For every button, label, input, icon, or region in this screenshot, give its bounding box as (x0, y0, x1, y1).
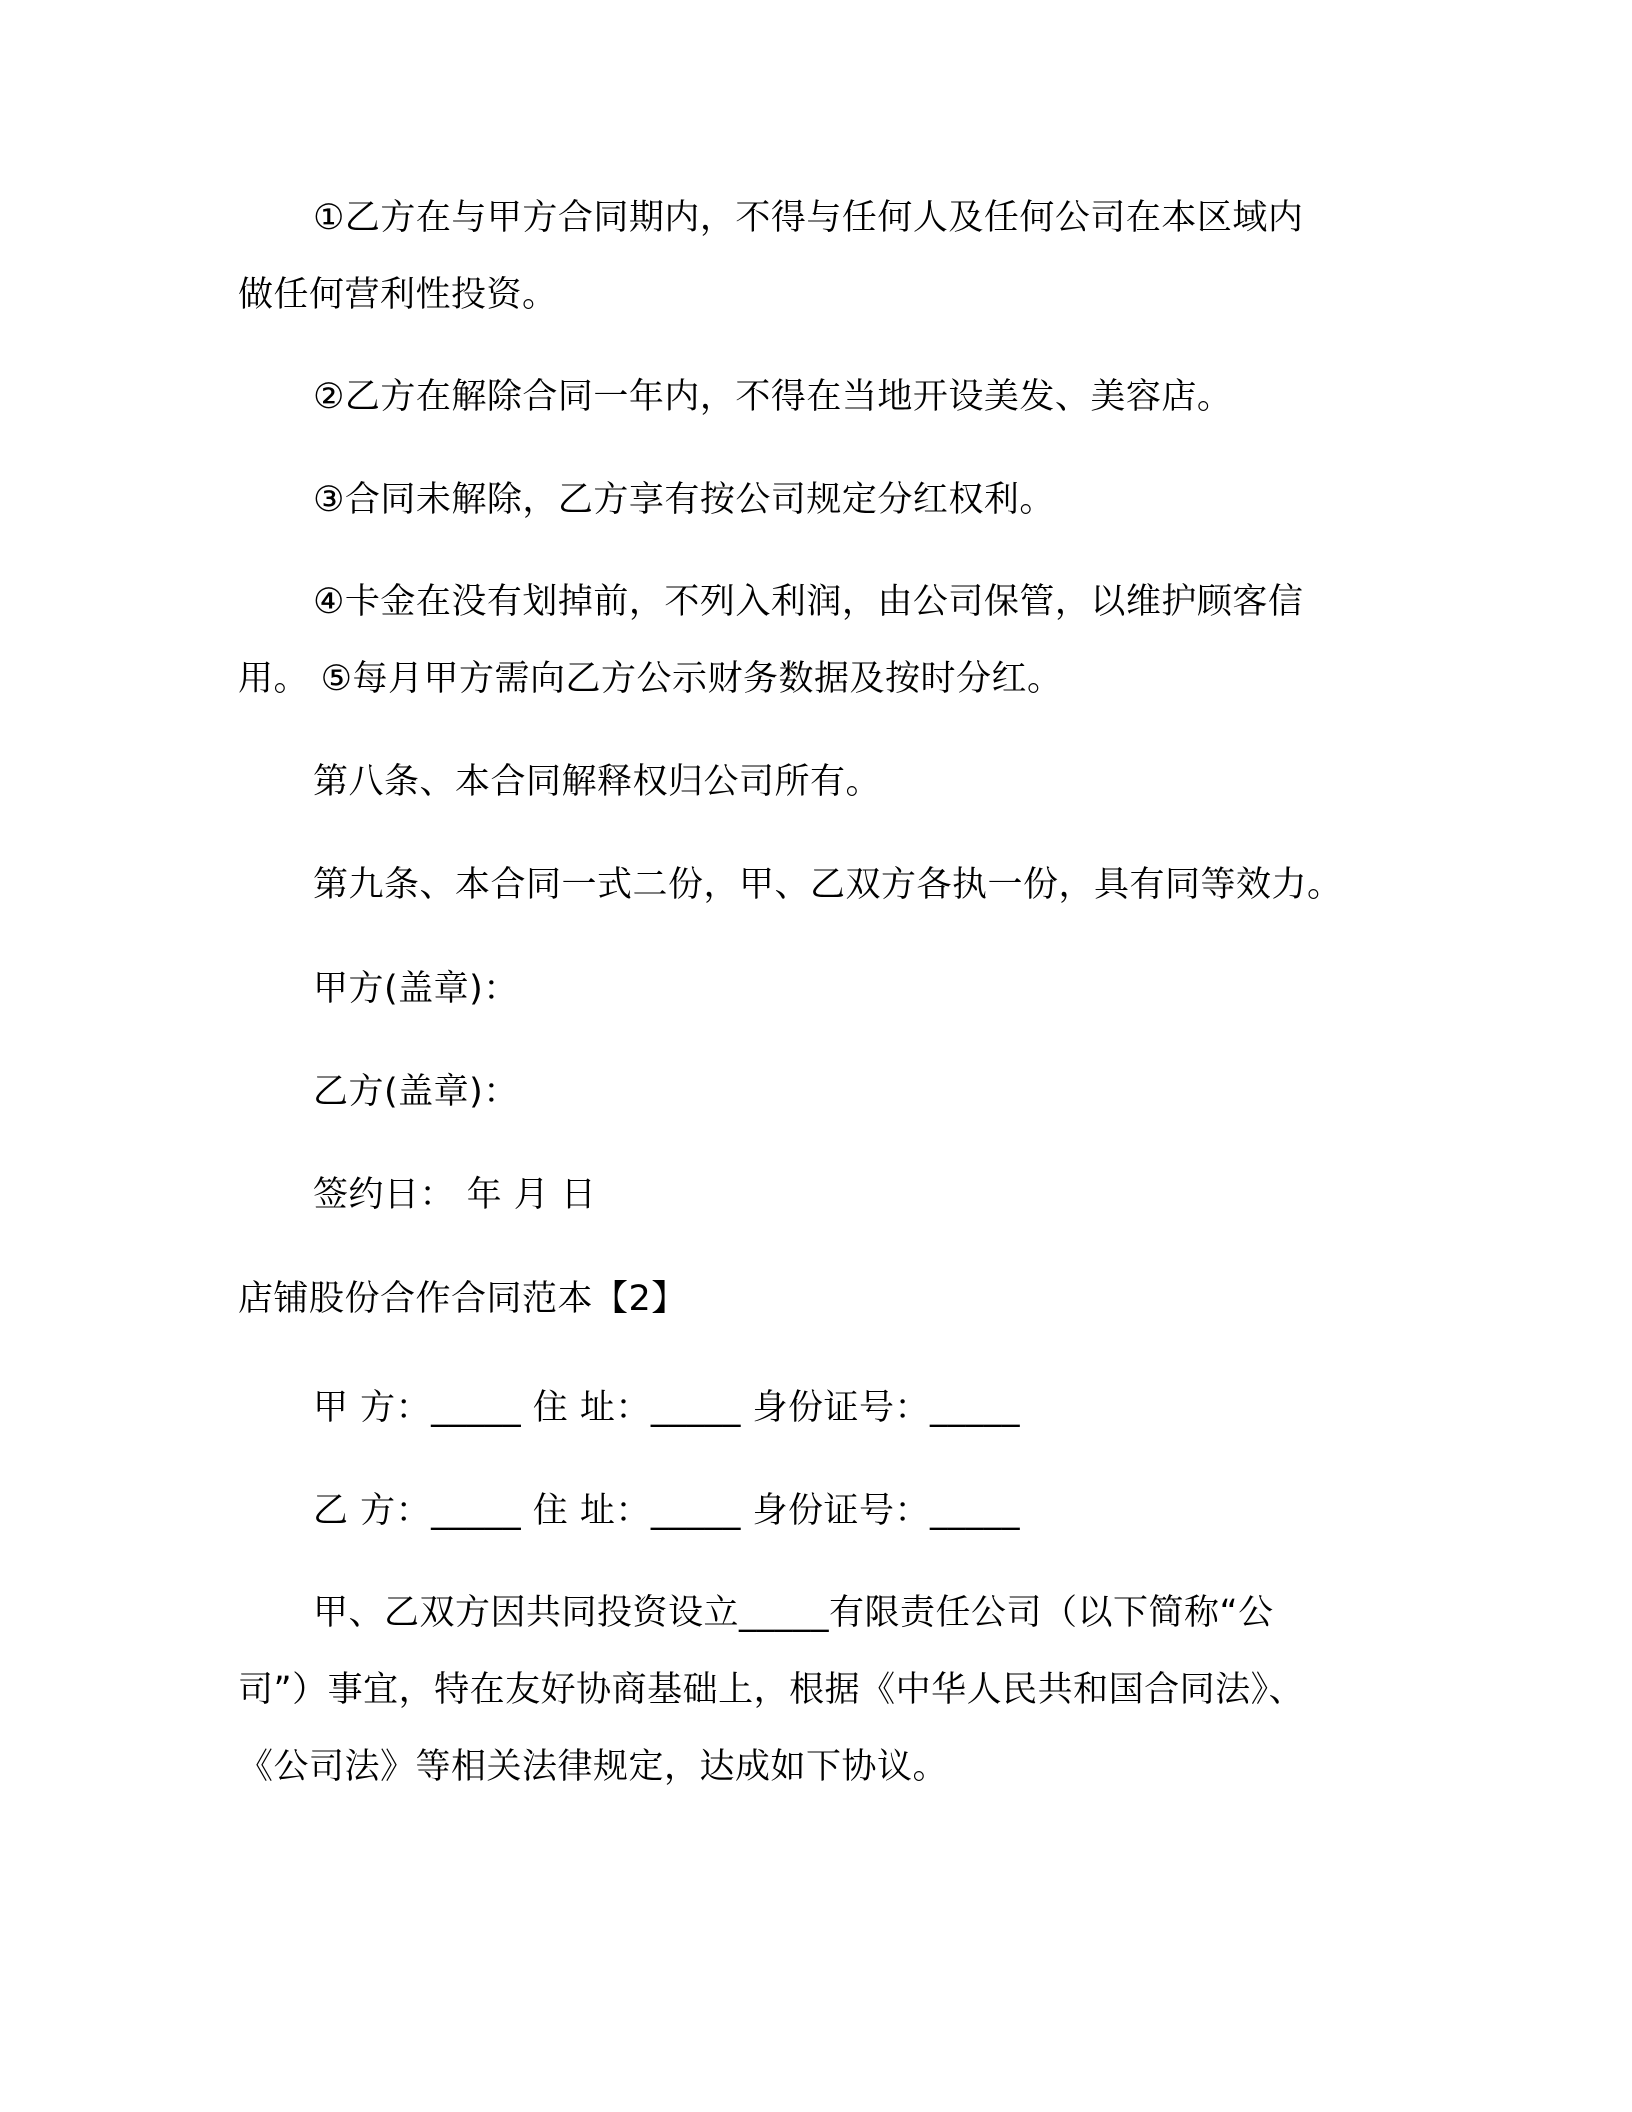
clause-1-line-2: 做任何营利性投资。 (238, 275, 558, 315)
preamble-line-3: 《公司法》等相关法律规定，达成如下协议。 (238, 1747, 949, 1787)
article-8: 第八条、本合同解释权归公司所有。 (313, 762, 882, 802)
clause-1-line-1: ①乙方在与甲方合同期内，不得与任何人及任何公司在本区域内 (313, 198, 1304, 238)
signing-date: 签约日： 年 月 日 (313, 1175, 597, 1215)
section-title: 店铺股份合作合同范本【2】 (238, 1279, 687, 1319)
party-a-seal: 甲方(盖章)： (313, 969, 519, 1009)
party-b-seal: 乙方(盖章)： (313, 1072, 519, 1112)
clause-4-line-1: ④卡金在没有划掉前，不列入利润，由公司保管，以维护顾客信 (313, 582, 1304, 622)
clause-3: ③合同未解除，乙方享有按公司规定分红权利。 (313, 480, 1055, 520)
article-9: 第九条、本合同一式二份，甲、乙双方各执一份，具有同等效力。 (313, 865, 1343, 905)
preamble-line-1: 甲、乙双方因共同投资设立_____有限责任公司（以下简称“公 (313, 1593, 1274, 1633)
party-b-info: 乙 方：_____ 住 址：_____ 身份证号：_____ (313, 1491, 1021, 1531)
clause-2: ②乙方在解除合同一年内，不得在当地开设美发、美容店。 (313, 377, 1233, 417)
clause-4-5-line-2: 用。 ⑤每月甲方需向乙方公示财务数据及按时分红。 (238, 659, 1063, 699)
preamble-line-2: 司”）事宜，特在友好协商基础上，根据《中华人民共和国合同法》、 (238, 1670, 1305, 1710)
party-a-info: 甲 方：_____ 住 址：_____ 身份证号：_____ (313, 1388, 1021, 1428)
